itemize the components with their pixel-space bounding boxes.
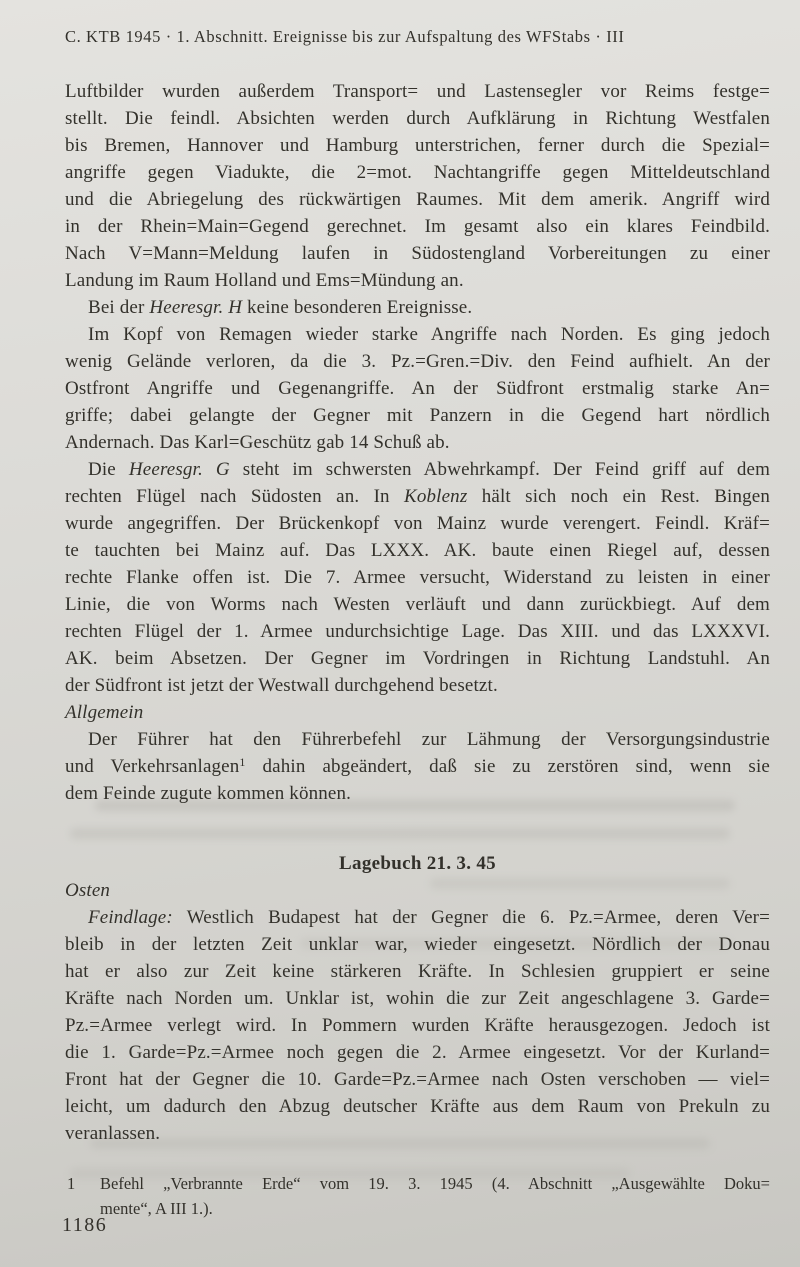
text-line: veranlassen. [65, 1123, 161, 1144]
text-line: griffe; dabei gelangte der Gegner mit Panzern in die Gegend hart nördlich [65, 405, 770, 426]
text-line: wurde angegriffen. Der Brückenkopf von Mainz wurde verengert. Feindl. Kräf= [65, 513, 770, 534]
text-line: stellt. Die feindl. Absichten werden durch Aufklärung in Richtung Westfalen [65, 108, 770, 129]
text-line: Nach V=Mann=Meldung laufen in Südostengland Vorbereitungen zu einer [65, 243, 770, 264]
text-line: Front hat der Gegner die 10. Garde=Pz.=Armee nach Osten verschoben — viel= [65, 1069, 770, 1090]
text-line: bis Bremen, Hannover und Hamburg unterstrichen, ferner durch die Spezial= [65, 135, 770, 156]
text-line: dem Feinde zugute kommen können. [65, 783, 352, 804]
text-line: Pz.=Armee verlegt wird. In Pommern wurden Kräfte herausgezogen. Jedoch ist [65, 1015, 770, 1036]
footnote-number: 1 [67, 1174, 76, 1193]
paragraph [65, 294, 770, 321]
footnote [65, 1171, 770, 1221]
text-line: Der Führer hat den Führerbefehl zur Lähmung der Versorgungsindustrie [88, 729, 770, 750]
page-body [65, 78, 770, 1147]
paragraph [65, 726, 770, 807]
text-line: leicht, um dadurch den Abzug deutscher Kräfte aus dem Raum von Prekuln zu [65, 1096, 770, 1117]
paragraph [65, 877, 770, 904]
paragraph [65, 699, 770, 726]
text-line: und Verkehrsanlagen$^1$ dahin abgeändert, daß sie zu zerstören sind, wenn sie [65, 755, 770, 777]
text-line: Die Heeresgr. G steht im schwersten Abwehrkampf. Der Feind griff auf dem [88, 459, 771, 480]
text-line: te tauchten bei Mainz auf. Das LXXX. AK. baute einen Riegel auf, dessen [65, 540, 770, 561]
text-line: Osten [65, 880, 111, 901]
paragraph [65, 78, 770, 294]
text-line: Allgemein [65, 702, 144, 723]
text-line: Luftbilder wurden außerdem Transport= und Lastensegler vor Reims festge= [65, 81, 770, 102]
text-line: Kräfte nach Norden um. Unklar ist, wohin die zur Zeit angeschlagene 3. Garde= [65, 988, 770, 1009]
text-line: der Südfront ist jetzt der Westwall durchgehend besetzt. [65, 675, 498, 696]
text-line: Linie, die von Worms nach Westen verläuft und dann zurückbiegt. Auf dem [65, 594, 770, 615]
text-line: Feindlage: Westlich Budapest hat der Gegner die 6. Pz.=Armee, deren Ver= [88, 907, 770, 928]
text-line: in der Rhein=Main=Gegend gerechnet. Im gesamt also ein klares Feindbild. [65, 216, 770, 237]
text-line: bleib in der letzten Zeit unklar war, wieder eingesetzt. Nördlich der Donau [65, 934, 770, 955]
text-line: wenig Gelände verloren, da die 3. Pz.=Gren.=Div. den Feind aufhielt. An der [65, 351, 770, 372]
text-line: rechte Flanke offen ist. Die 7. Armee versucht, Widerstand zu leisten in einer [65, 567, 770, 588]
text-line: die 1. Garde=Pz.=Armee noch gegen die 2. Armee eingesetzt. Vor der Kurland= [65, 1042, 770, 1063]
text-line: rechten Flügel der 1. Armee undurchsichtige Lage. Das XIII. und das LXXXVI. [65, 621, 770, 642]
paragraph [65, 904, 770, 1147]
running-head: C. KTB 1945 · 1. Abschnitt. Ereignisse bis zur Aufspaltung des WFStabs · III [65, 27, 625, 46]
text-line: angriffe gegen Viadukte, die 2=mot. Nachtangriffe gegen Mitteldeutschland [65, 162, 770, 183]
text-line: Landung im Raum Holland und Ems=Mündung an. [65, 270, 464, 291]
text-line: Im Kopf von Remagen wieder starke Angriffe nach Norden. Es ging jedoch [88, 324, 770, 345]
paragraph [65, 321, 770, 456]
text-line: rechten Flügel nach Südosten an. In Koblenz hält sich noch ein Rest. Bingen [65, 486, 770, 507]
text-line: und die Abriegelung des rückwärtigen Raumes. Mit dem amerik. Angriff wird [65, 189, 770, 210]
text-line: Bei der Heeresgr. H keine besonderen Ereignisse. [88, 297, 473, 318]
footnote-line: Befehl „Verbrannte Erde“ vom 19. 3. 1945 (4. Abschnitt „Ausgewählte Doku= [100, 1174, 770, 1193]
text-line: hat er also zur Zeit keine stärkeren Kräfte. In Schlesien gruppiert er seine [65, 961, 770, 982]
footnote-reference: 1 [239, 755, 246, 769]
section-heading: Lagebuch 21. 3. 45 [339, 853, 496, 874]
text-line: Andernach. Das Karl=Geschütz gab 14 Schuß ab. [65, 432, 450, 453]
text-line: Ostfront Angriffe und Gegenangriffe. An der Südfront erstmalig starke An= [65, 378, 770, 399]
text-line: AK. beim Absetzen. Der Gegner im Vordringen in Richtung Landstuhl. An [65, 648, 770, 669]
page-number: 1186 [62, 1214, 108, 1236]
footnote-text [100, 1171, 770, 1221]
footnote-line: mente“, A III 1.). [100, 1199, 213, 1218]
paragraph [65, 456, 770, 699]
